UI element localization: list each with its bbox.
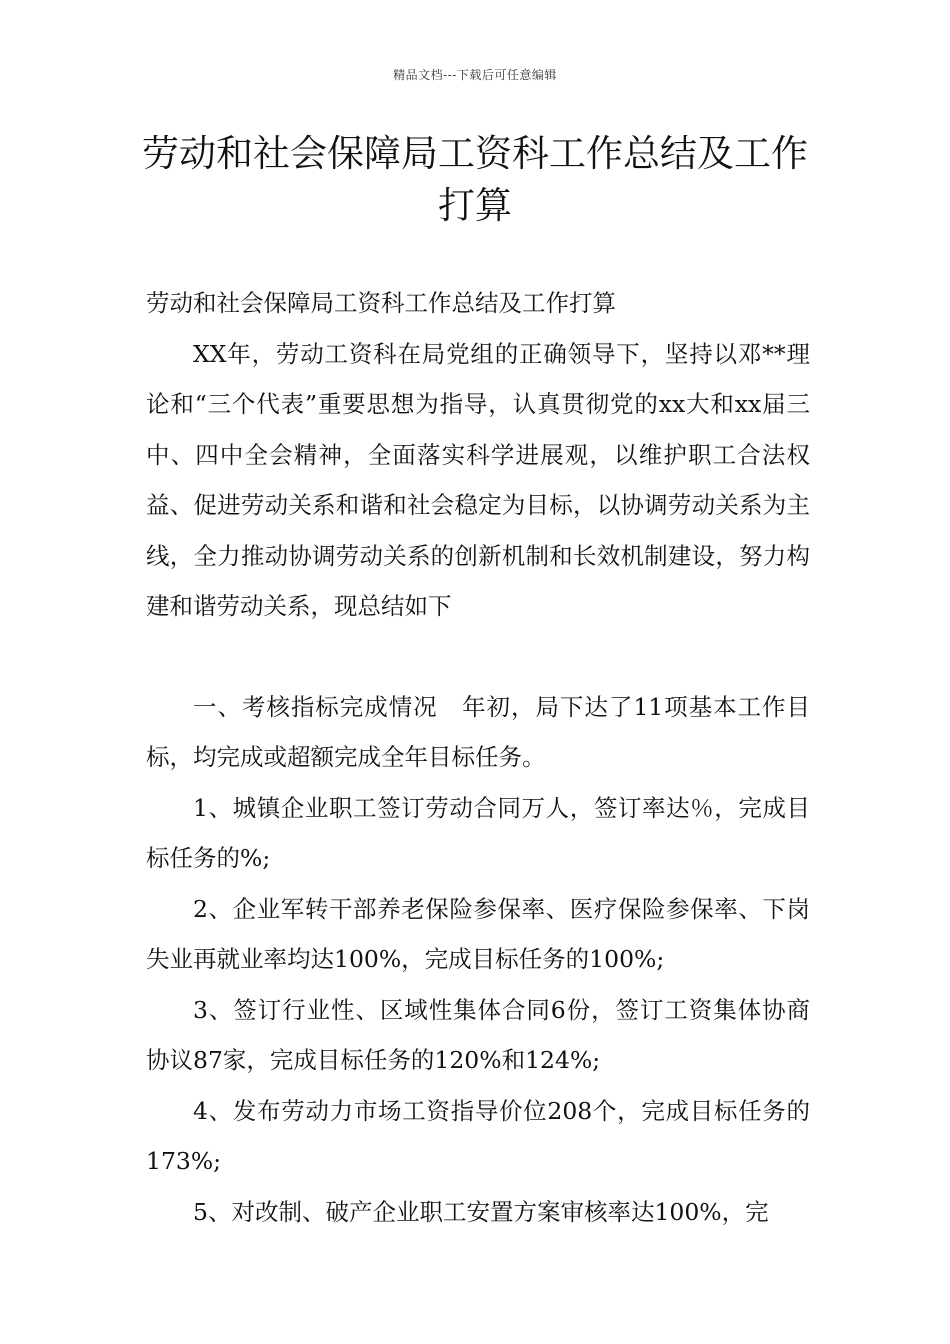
section-1-paragraph: 一、考核指标完成情况 年初，局下达了11项基本工作目标，均完成或超额完成全年目标任务。 (146, 692, 810, 771)
paragraph-gap (146, 632, 810, 682)
document-body (146, 278, 810, 1237)
item-4-paragraph: 4、发布劳动力市场工资指导价位208个，完成目标任务的173%; (146, 1096, 810, 1175)
item-1-paragraph: 1、城镇企业职工签订劳动合同万人，签订率达％，完成目标任务的%; (146, 793, 810, 872)
header-note: 精品文档---下载后可任意编辑 (393, 68, 557, 82)
intro-paragraph: XX年，劳动工资科在局党组的正确领导下，坚持以邓**理论和“三个代表”重要思想为指导，认真贯彻党的xx大和xx届三中、四中全会精神，全面落实科学进展观，以维护职工合法权益、促进劳动关系和谐和社会稳定为目标，以协调劳动关系为主线，全力推动协调劳动关系的创新机制和长效机制建设，努力构建和谐劳动关系，现总结如下 (146, 339, 810, 620)
item-5-paragraph: 5、对改制、破产企业职工安置方案审核率达100%，完 (193, 1197, 769, 1226)
item-3-paragraph: 3、签订行业性、区域性集体合同6份，签订工资集体协商协议87家，完成目标任务的120%和124%; (146, 995, 810, 1074)
item-2-paragraph: 2、企业军转干部养老保险参保率、医疗保险参保率、下岗失业再就业率均达100%，完成目标任务的100%; (146, 894, 810, 973)
document-title: 劳动和社会保障局工资科工作总结及工作打算 (142, 132, 808, 227)
subtitle-line: 劳动和社会保障局工资科工作总结及工作打算 (146, 289, 616, 317)
